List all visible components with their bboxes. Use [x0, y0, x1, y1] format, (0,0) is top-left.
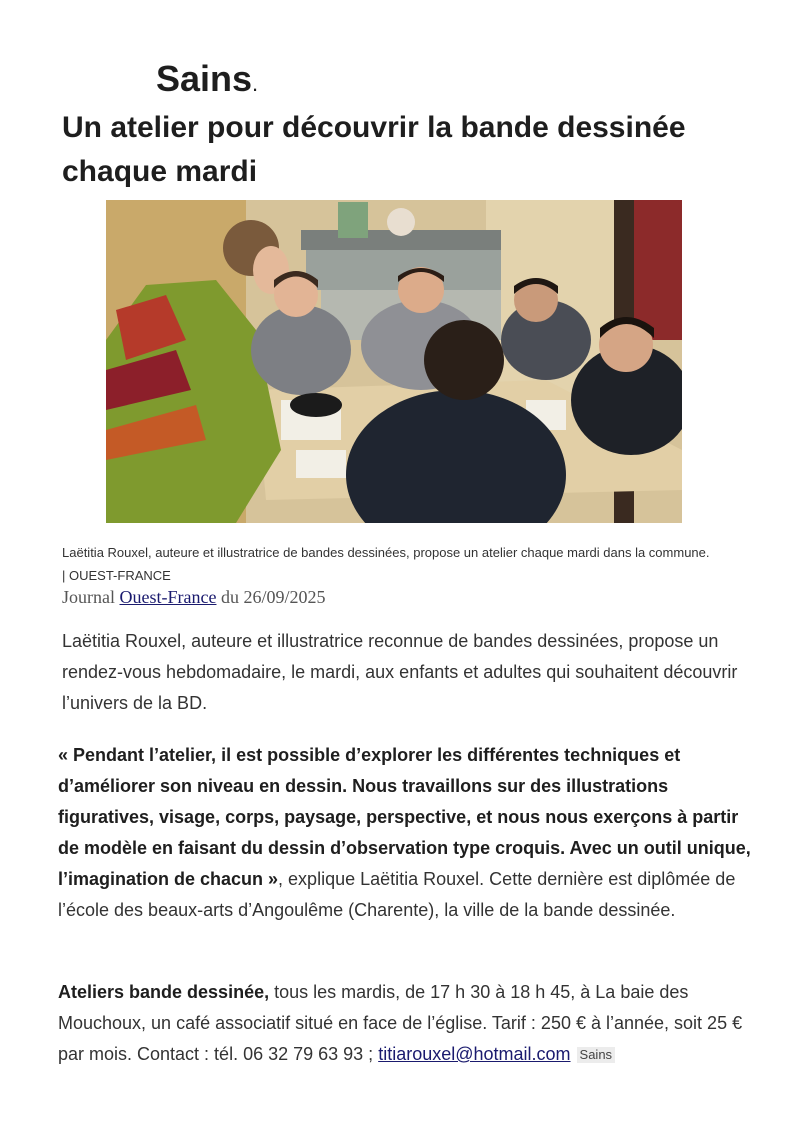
info-bold: Ateliers bande dessinée,	[58, 982, 270, 1002]
article-location	[156, 57, 258, 106]
caption-text: Laëtitia Rouxel, auteure et illustratrice de bandes dessinées, propose un atelier chaque mardi dans la commune.	[62, 545, 710, 560]
article-photo	[106, 200, 682, 523]
email-link[interactable]: titiarouxel@hotmail.com	[378, 1044, 571, 1064]
quote-bold: « Pendant l’atelier, il est possible d’explorer les différentes techniques et d’améliorer son niveau en dessin. Nous travaillons sur des illustrations figuratives, visage, corps, paysage, perspective, et nous nous exerçons à partir de modèle en faisant du dessin d’observation type croquis. Avec un outil unique, l’imagination de chacun »	[58, 745, 751, 889]
article-source	[62, 587, 325, 608]
info-text: tous les mardis, de 17 h 30 à 18 h 45, à La baie des Mouchoux, un café associatif situé en face de l’église. Tarif : 250 € à l’année, soit 25 € par mois. Contact : tél. 06 32 79 63 93 ;	[58, 982, 743, 1064]
quote-rest: , explique Laëtitia Rouxel. Cette dernière est diplômée de l’école des beaux-arts d’Angoulême (Charente), la ville de la bande dessinée.	[58, 869, 736, 920]
location-tag[interactable]: Sains	[577, 1047, 616, 1063]
article-headline: Un atelier pour découvrir la bande dessinée chaque mardi	[62, 111, 686, 188]
article-info-paragraph	[58, 977, 758, 1070]
caption-credit: | OUEST-FRANCE	[62, 568, 171, 583]
location-name: Sains	[156, 58, 253, 99]
article-quote-paragraph	[58, 740, 758, 926]
source-date: du 26/09/2025	[216, 587, 326, 607]
location-dot: .	[252, 71, 259, 96]
photo-caption	[62, 541, 762, 587]
source-link[interactable]: Ouest-France	[119, 587, 217, 607]
article-lead: Laëtitia Rouxel, auteure et illustratrice reconnue de bandes dessinées, propose un rendez-vous hebdomadaire, le mardi, aux enfants et adultes qui souhaitent découvrir l’univers de la BD.	[62, 631, 738, 713]
source-prefix: Journal	[62, 587, 120, 607]
